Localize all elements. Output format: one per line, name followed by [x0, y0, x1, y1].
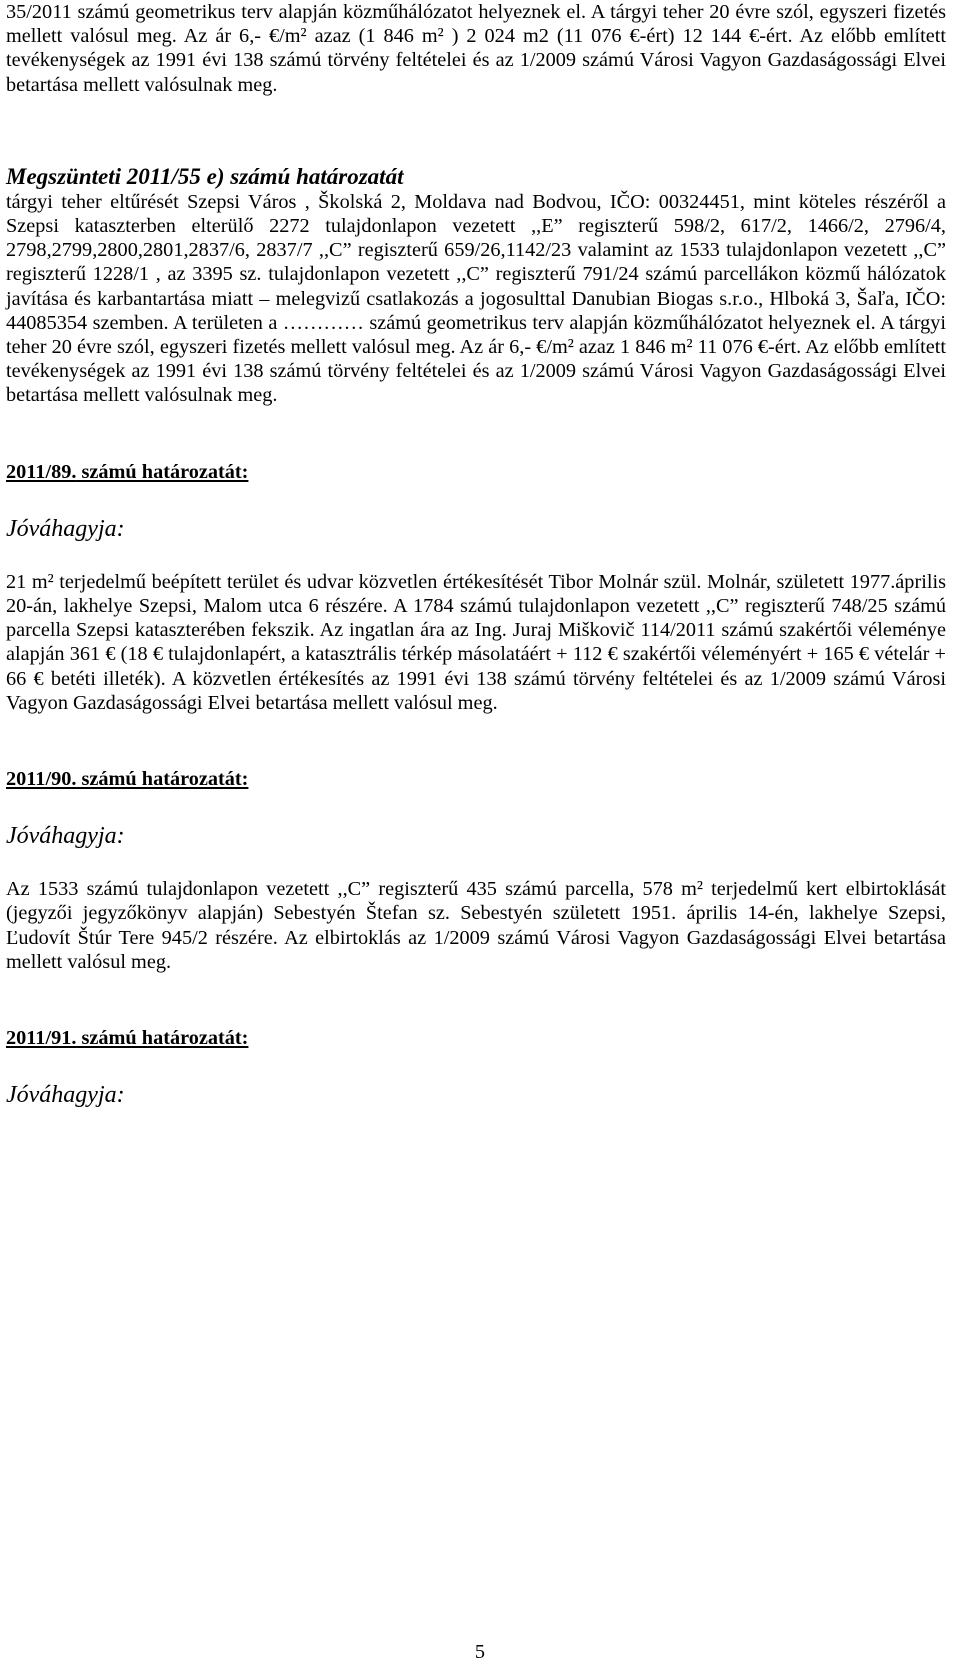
- document-page: [6, 0, 946, 1136]
- resolution-number: 2011/89.: [6, 460, 77, 483]
- resolution-91: [6, 974, 946, 1110]
- resolution-89: [6, 408, 946, 715]
- page-number: 5: [474, 1641, 486, 1663]
- resolution-number: 2011/90.: [6, 768, 77, 791]
- resolution-number: 2011/91.: [6, 1027, 77, 1050]
- approve-label: Jóváhagyja:: [6, 823, 125, 850]
- resolution-heading: [6, 460, 248, 484]
- approve-label: Jóváhagyja:: [6, 1082, 125, 1109]
- resolution-suffix: számú határozatát:: [76, 1027, 249, 1050]
- intro-paragraph: 35/2011 számú geometrikus terv alapján közműhálózatot helyeznek el. A tárgyi teher 20 évre szól, egyszeri fizetés mellett valósul meg. Az ár 6,- €/m² azaz (1 846 m² ) 2 024 m2 (11 076 €-ért) 12 144 €-ért. Az előbb említett tevékenységek az 1991 évi 138 számú törvény feltételei és az 1/2009 számú Városi Vagyon Gazdaságossági Elvei betartása mellett valósulnak meg.: [6, 1, 946, 96]
- resolution-body: Az 1533 számú tulajdonlapon vezetett ,,C” regiszterű 435 számú parcella, 578 m² terjedelmű kert elbirtoklását (jegyzői jegyzőkönyv alapján) Sebestyén Štefan sz. Sebestyén született 1951. április 14-én, lakhelye Szepsi, Ľudovít Štúr Tere 945/2 részére. Az elbirtoklás az 1/2009 számú Városi Vagyon Gazdaságossági Elvei betartása mellett valósul meg.: [6, 878, 946, 973]
- resolution-heading: [6, 767, 248, 791]
- resolution-suffix: számú határozatát:: [76, 460, 249, 483]
- revocation-body: tárgyi teher eltűrését Szepsi Város , Školská 2, Moldava nad Bodvou, IČO: 00324451, mint köteles részéről a Szepsi kataszterben elterülő 2272 tulajdonlapon vezetett ,,E” regiszterű 598/2, 617/2, 1466/2, 2796/4, 2798,2799,2800,2801,2837/6, 2837/7 ,,C” regiszterű 659/26,1142/23 valamint az 1533 tulajdonlapon vezetett ,,C” regiszterű 1228/1 , az 3395 sz. tulajdonlapon vezetett ,,C” regiszterű 791/24 számú parcellákon közmű hálózatok javítása és karbantartása miatt – melegvizű csatlakozás a jogosulttal Danubian Biogas s.r.o., Hlboká 3, Šaľa, IČO: 44085354 szemben. A területen a ………… számú geometrikus terv alapján közműhálózatot helyeznek el. A tárgyi teher 20 évre szól, egyszeri fizetés mellett valósul meg. Az ár 6,- €/m² azaz 1 846 m² 11 076 €-ért. Az előbb említett tevékenységek az 1991 évi 138 számú törvény feltételei és az 1/2009 számú Városi Vagyon Gazdaságossági Elvei betartása mellett valósulnak meg.: [6, 190, 946, 407]
- resolution-body: 21 m² terjedelmű beépített terület és udvar közvetlen értékesítését Tibor Molnár szül. Molnár, született 1977.április 20-án, lakhelye Szepsi, Malom utca 6 részére. A 1784 számú tulajdonlapon vezetett ,,C” regiszterű 748/25 számú parcella Szepsi kataszterében fekszik. Az ingatlan ára az Ing. Juraj Miškovič 114/2011 számú szakértői véleménye alapján 361 € (18 € tulajdonlapért, a katasztrális térkép másolatáért + 112 € szakértői véleményért + 165 € vételár + 66 € betéti illeték). A közvetlen értékesítés az 1991 évi 138 számú törvény feltételei és az 1/2009 számú Városi Vagyon Gazdaságossági Elvei betartása mellett valósul meg.: [6, 570, 946, 714]
- resolution-suffix: számú határozatát:: [76, 768, 249, 791]
- approve-label: Jóváhagyja:: [6, 515, 125, 542]
- resolution-90: [6, 715, 946, 974]
- revocation-heading: Megszünteti 2011/55 e) számú határozatát: [6, 163, 404, 189]
- resolution-heading: [6, 1026, 248, 1050]
